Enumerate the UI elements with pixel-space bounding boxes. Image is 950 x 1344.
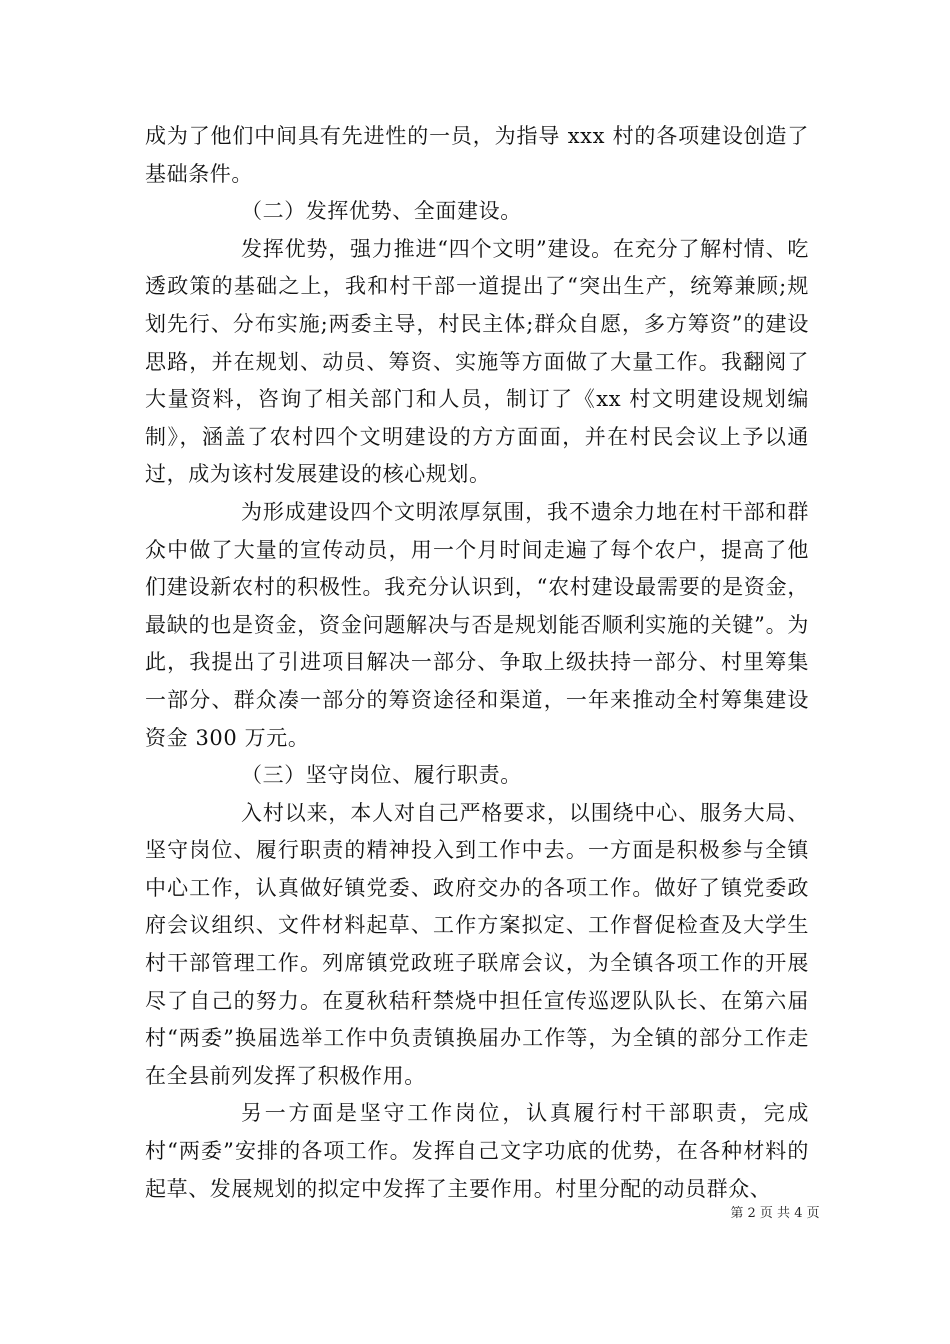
document-body [145,118,809,1208]
paragraph-village-work: 另一方面是坚守工作岗位，认真履行村干部职责，完成村“两委”安排的各项工作。发挥自己文字功底的优势，在各种材料的起草、发展规划的拟定中发挥了主要作用。村里分配的动员群众、 [145,1101,809,1201]
paragraph-continuation: 成为了他们中间具有先进性的一员，为指导 xxx 村的各项建设创造了基础条件。 [145,124,809,186]
page-footer [0,1202,950,1221]
paragraph-duties: 入村以来，本人对自己严格要求，以围绕中心、服务大局、坚守岗位、履行职责的精神投入到工作中去。一方面是积极参与全镇中心工作，认真做好镇党委、政府交办的各项工作。做好了镇党委政府会议组织、文件材料起草、工作方案拟定、工作督促检查及大学生村干部管理工作。列席镇党政班子联席会议，为全镇各项工作的开展尽了自己的努力。在夏秋秸秆禁烧中担任宣传巡逻队队长、在第六届村“两委”换届选举工作中负责镇换届办工作等，为全镇的部分工作走在全县前列发挥了积极作用。 [145,800,809,1088]
paragraph-fundraising: 为形成建设四个文明浓厚氛围，我不遗余力地在村干部和群众中做了大量的宣传动员，用一个月时间走遍了每个农户，提高了他们建设新农村的积极性。我充分认识到，“农村建设最需要的是资金，最缺的也是资金，资金问题解决与否是规划能否顺利实施的关键”。为此，我提出了引进项目解决一部分、争取上级扶持一部分、村里筹集一部分、群众凑一部分的筹资途径和渠道，一年来推动全村筹集建设资金 300 万元。 [145,499,809,750]
section-heading-3: （三）坚守岗位、履行职责。 [241,763,522,788]
section-heading-2: （二）发挥优势、全面建设。 [241,199,522,224]
paragraph-four-civilizations: 发挥优势，强力推进“四个文明”建设。在充分了解村情、吃透政策的基础之上，我和村干部一道提出了“突出生产，统筹兼顾;规划先行、分布实施;两委主导，村民主体;群众自愿，多方筹资”的建设思路，并在规划、动员、筹资、实施等方面做了大量工作。我翻阅了大量资料，咨询了相关部门和人员，制订了《xx 村文明建设规划编制》，涵盖了农村四个文明建设的方方面面，并在村民会议上予以通过，成为该村发展建设的核心规划。 [145,236,809,487]
page-number: 第 2 页 共 4 页 [730,1206,820,1221]
